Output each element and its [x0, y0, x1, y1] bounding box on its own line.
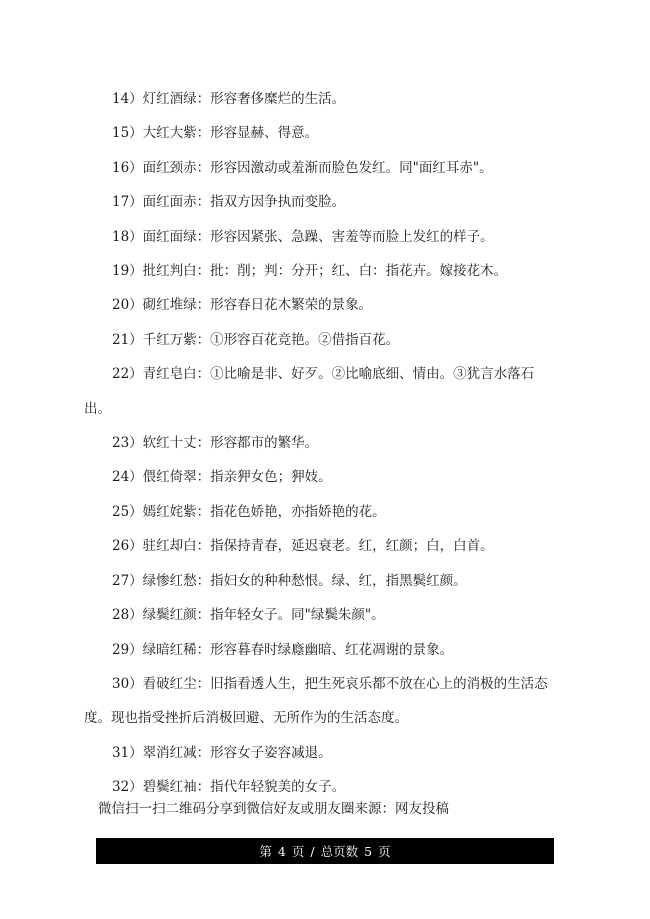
list-item: 19）批红判白：批：削；判：分开；红、白：指花卉。嫁接花木。 — [112, 263, 508, 280]
list-item: 14）灯红酒绿：形容奢侈糜烂的生活。 — [112, 91, 346, 107]
list-item: 25）嫣红姹紫：指花色娇艳，亦指娇艳的花。 — [112, 503, 386, 520]
page-label-suffix: 页 — [291, 844, 305, 859]
entry-list — [84, 82, 558, 805]
list-item: 18）面红面绿：形容因紧张、急躁、害羞等而脸上发红的样子。 — [112, 228, 494, 245]
list-item: 30）看破红尘：旧指看透人生，把生死哀乐都不放在心上的消极的生活态度。现也指受挫折后消极回避、无所作为的生活态度。 — [84, 675, 548, 727]
list-item: 29）绿暗红稀：形容暮春时绿廕幽暗、红花凋谢的景象。 — [112, 641, 454, 658]
page-separator: / — [310, 843, 315, 859]
current-page-number: 4 — [277, 843, 286, 859]
list-item: 31）翠消红减：形容女子姿容减退。 — [112, 744, 332, 761]
list-item: 28）绿鬓红颜：指年轻女子。同"绿鬓朱颜"。 — [112, 607, 385, 624]
list-item: 26）驻红却白：指保持青春，延迟衰老。红，红颜；白，白首。 — [112, 538, 494, 555]
list-item: 20）砌红堆绿：形容春日花木繁荣的景象。 — [112, 297, 373, 314]
list-item: 17）面红面赤：指双方因争执而变脸。 — [112, 194, 346, 211]
list-item: 21）千红万紫：①形容百花竞艳。②借指百花。 — [112, 331, 400, 348]
list-item: 15）大红大紫：形容显赫、得意。 — [112, 125, 319, 142]
list-item: 16）面红颈赤：形容因激动或羞渐而脸色发红。同"面红耳赤"。 — [112, 159, 493, 176]
list-item: 22）青红皂白：①比喻是非、好歹。②比喻底细、情由。③犹言水落石出。 — [84, 366, 535, 417]
page-footer-bar — [96, 838, 554, 864]
total-pages-number: 5 — [364, 843, 373, 859]
list-item: 32）碧鬓红袖：指代年轻貌美的女子。 — [112, 779, 346, 796]
list-item: 24）偎红倚翠：指亲狎女色；狎妓。 — [112, 469, 332, 486]
list-item: 27）绿惨红愁：指妇女的种种愁恨。绿、红，指黑鬓红颜。 — [112, 572, 467, 589]
page-label-prefix: 第 — [259, 844, 272, 859]
list-item: 23）软红十丈：形容都市的繁华。 — [112, 435, 319, 452]
total-pages-suffix: 页 — [378, 844, 391, 859]
total-pages-label: 总页数 — [320, 844, 359, 859]
share-source-note: 微信扫一扫二维码分享到微信好友或朋友圈来源：网友投稿 — [98, 801, 449, 817]
